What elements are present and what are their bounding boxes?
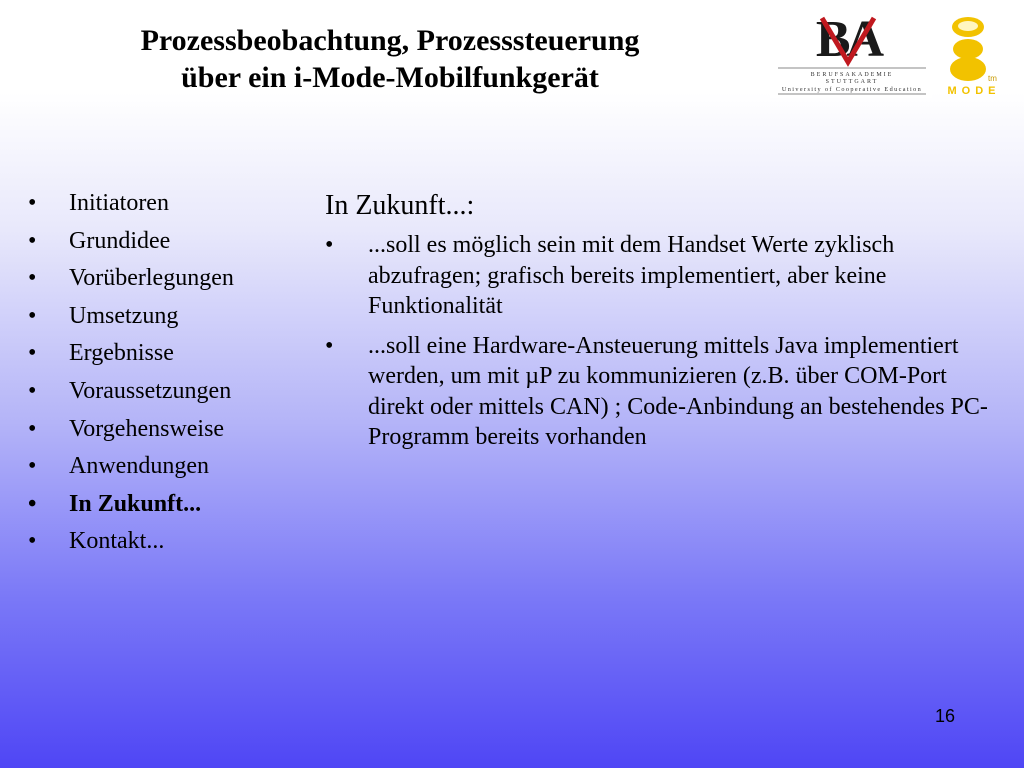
agenda-item [28,487,234,525]
bullet-marker: • [28,340,37,367]
content-heading: In Zukunft...: [325,190,475,221]
agenda-item-label: Voraussetzungen [69,377,232,404]
svg-text:BERUFSAKADEMIE: BERUFSAKADEMIE [810,72,894,78]
agenda-item [28,336,234,374]
bullet-marker: • [28,265,37,292]
slide-title-line-2: über ein i-Mode-Mobilfunkgerät [181,61,599,94]
content-bullet-text: ...soll eine Hardware-Ansteuerung mittels Java implementiert werden, um mit µP zu kommunizieren (z.B. über COM-Port direkt oder mittels CAN) ; Code-Anbindung an bestehendes PC-Programm bereits vorhanden [368,332,988,450]
bullet-marker: • [28,490,37,517]
agenda-item [28,524,234,562]
bullet-marker: • [28,190,37,216]
bullet-marker: • [325,232,334,258]
bullet-marker: • [28,415,37,442]
agenda-item-label: Ergebnisse [69,340,174,367]
agenda-item [28,224,234,262]
page-number: 16 [935,706,956,726]
svg-text:BA: BA [815,11,881,68]
svg-text:MODE: MODE [947,85,1001,97]
agenda-item-label: Umsetzung [69,302,179,329]
agenda-item-label: Grundidee [69,227,171,254]
agenda-item-label: Vorüberlegungen [69,265,234,292]
agenda-item [28,374,234,412]
agenda-item-label: In Zukunft... [69,490,202,517]
agenda-item-label: Anwendungen [69,453,209,480]
svg-text:STUTTGART: STUTTGART [825,79,879,85]
bullet-marker: • [28,453,37,480]
agenda-item-label: Initiatoren [69,190,169,216]
content-bullet [325,230,1005,322]
agenda-item [28,449,234,487]
content-bullet-list [325,230,1005,453]
slide-title-line-1: Prozessbeobachtung, Prozesssteuerung [140,24,640,57]
ba-logo [770,10,932,98]
content-bullet-text: ...soll es möglich sein mit dem Handset Werte zyklisch abzufragen; grafisch bereits implementiert, aber keine Funktionalität [368,232,895,319]
svg-text:tm: tm [988,74,997,83]
agenda-item-label: Vorgehensweise [69,415,225,442]
content-area [325,188,1005,462]
slide-title [80,22,700,96]
agenda-list [28,186,234,562]
agenda-item [28,412,234,450]
bullet-marker: • [325,332,334,359]
content-bullet [325,331,1005,453]
bullet-marker: • [28,227,37,254]
agenda-item [28,261,234,299]
bullet-marker: • [28,377,37,404]
imode-logo [936,10,1018,98]
agenda-item [28,299,234,337]
bullet-marker: • [28,528,37,555]
svg-text:University of Cooperative Educ: University of Cooperative Education [781,86,923,93]
agenda-item-label: Kontakt... [69,528,165,555]
agenda-item [28,186,234,224]
bullet-marker: • [28,302,37,329]
